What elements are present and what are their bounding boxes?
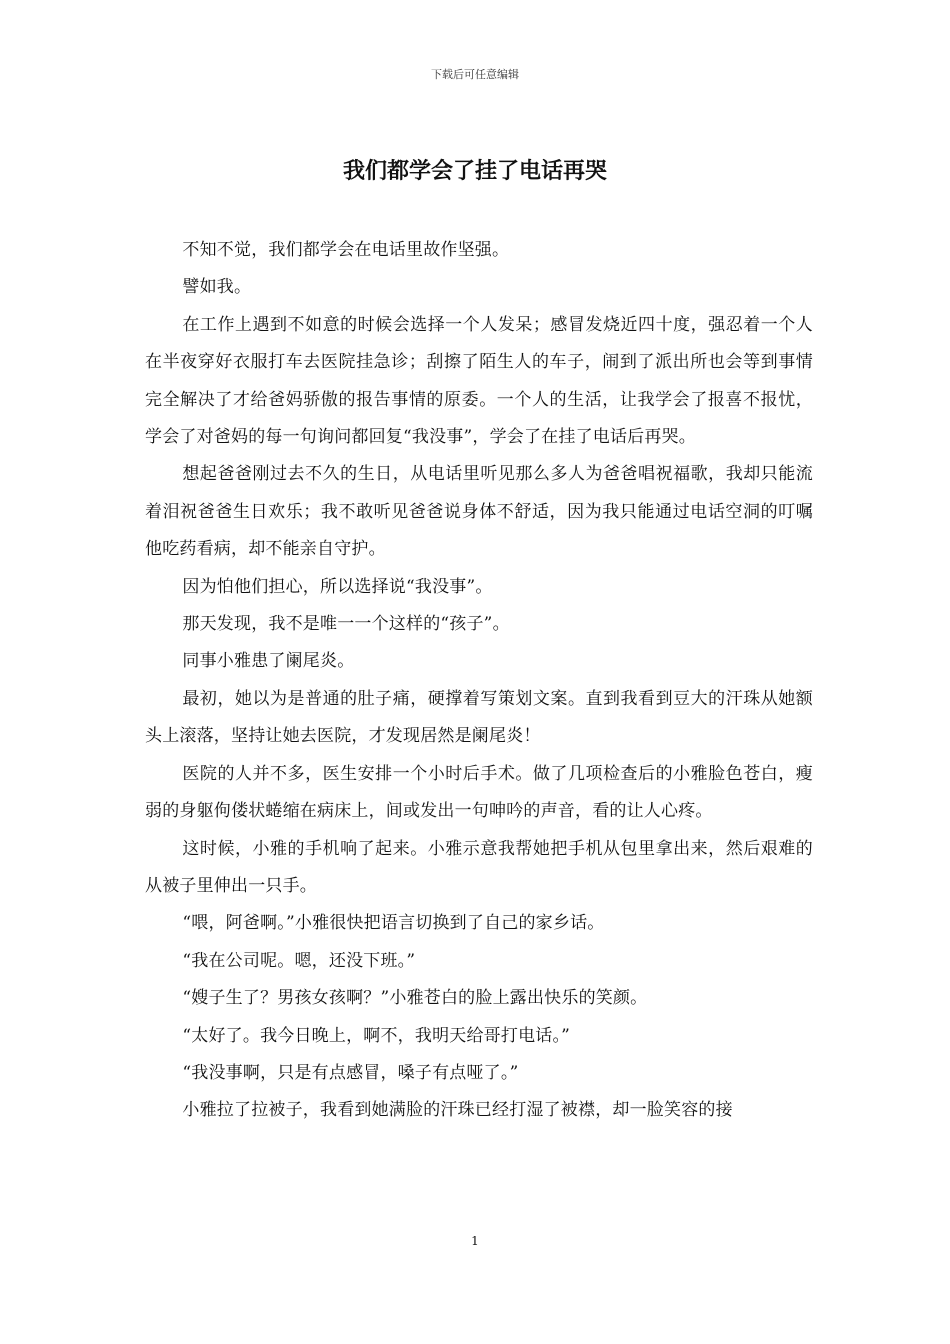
paragraph: “我在公司呢。嗯，还没下班。” xyxy=(182,950,416,971)
page-number: 1 xyxy=(471,1234,479,1248)
paragraph: 想起爸爸刚过去不久的生日，从电话里听见那么多人为爸爸唱祝福歌，我却只能流着泪祝爸爸生日欢乐；我不敢听见爸爸说身体不舒适，因为我只能通过电话空洞的叮嘱他吃药看病，却不能亲自守护。 xyxy=(145,464,813,560)
paragraph: “太好了。我今日晚上，啊不，我明天给哥打电话。” xyxy=(182,1025,571,1046)
paragraph: 在工作上遇到不如意的时候会选择一个人发呆；感冒发烧近四十度，强忍着一个人在半夜穿好衣服打车去医院挂急诊；刮擦了陌生人的车子，闹到了派出所也会等到事情完全解决了才给爸妈骄傲的报告事情的原委。一个人的生活，让我学会了报喜不报忧，学会了对爸妈的每一句询问都回复“我没事”，学会了在挂了电话后再哭。 xyxy=(145,314,813,448)
paragraph: 不知不觉，我们都学会在电话里故作坚强。 xyxy=(182,240,510,260)
paragraph: 医院的人并不多，医生安排一个小时后手术。做了几项检查后的小雅脸色苍白，瘦弱的身躯佝偻状蜷缩在病床上，间或发出一句呻吟的声音，看的让人心疼。 xyxy=(145,763,813,822)
document-title: 我们都学会了挂了电话再哭 xyxy=(342,158,607,184)
paragraph: 那天发现，我不是唯一一个这样的“孩子”。 xyxy=(182,614,510,635)
document-body xyxy=(145,232,813,1130)
paragraph: 最初，她以为是普通的肚子痛，硬撑着写策划文案。直到我看到豆大的汗珠从她额头上滚落，坚持让她去医院，才发现居然是阑尾炎！ xyxy=(145,688,813,747)
paragraph: 这时候，小雅的手机响了起来。小雅示意我帮她把手机从包里拿出来，然后艰难的从被子里伸出一只手。 xyxy=(145,838,813,896)
paragraph: 小雅拉了拉被子，我看到她满脸的汗珠已经打湿了被襟，却一脸笑容的接 xyxy=(182,1100,733,1121)
paragraph: “我没事啊，只是有点感冒，嗓子有点哑了。” xyxy=(182,1062,519,1083)
paragraph: “喂，阿爸啊。”小雅很快把语言切换到了自己的家乡话。 xyxy=(182,913,605,934)
paragraph: 譬如我。 xyxy=(182,277,252,298)
paragraph: 同事小雅患了阑尾炎。 xyxy=(182,651,355,672)
header-note: 下载后可任意编辑 xyxy=(431,68,519,81)
paragraph: 因为怕他们担心，所以选择说“我没事”。 xyxy=(182,576,493,597)
paragraph: “嫂子生了？男孩女孩啊？”小雅苍白的脸上露出快乐的笑颜。 xyxy=(182,988,648,1009)
